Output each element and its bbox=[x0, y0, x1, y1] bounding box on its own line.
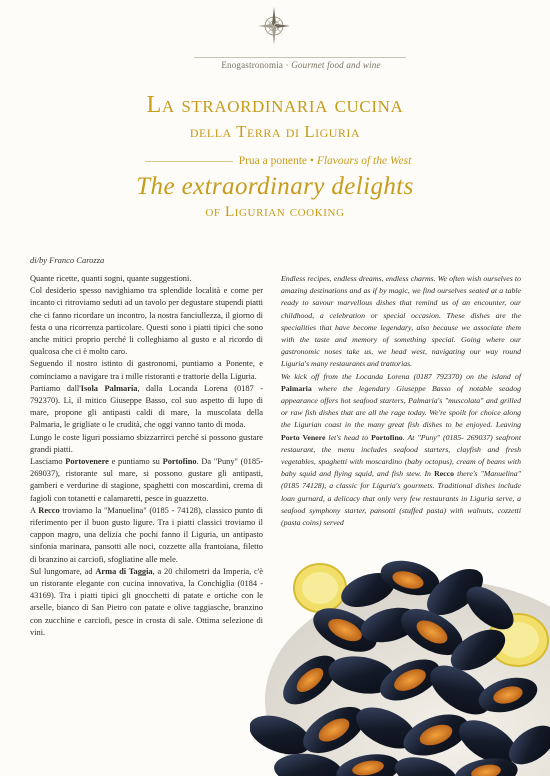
subhead-italian: Prua a ponente bbox=[238, 155, 308, 167]
italian-article-column bbox=[30, 273, 263, 639]
paragraph: We kick off from the Locanda Lorena (0187 792370) on the island of Palmaria where the legendary Giuseppe Basso of notable seadog appearance offers hot seafood starters, Palmaria's "muscolata" and grilled or raw fish dishes that are all the rage today. We're spoilt for choice along the Ligurian coast in the many great fish dishes to be enjoyed. Leaving Porto Venere let's head to Portofino. At "Puny" (0185- 269037) seafront restaurant, the menu includes seafood starters, clayfish and fresh vegetables, spaghetti with moscardino (baby octopus), cream of beans with baby squid and flying squid, and fish stew. In Recco there's "Manuelina" (0185 74128), a classic for Liguria's gourmets. Traditional dishes include loan gurnard, a delicacy that only very few restaurants in Liguria serve, a seafood symphony starter, pansotti (stuffed pasta) with walnuts, cozzetti (pasta coins) served bbox=[281, 371, 521, 528]
english-title-line2: of Ligurian cooking bbox=[205, 204, 345, 220]
paragraph: A Recco troviamo la "Manuelina" (0185 - 74128), classico punto di riferimento per il buon gusto ligure. Tra i piatti classici troviamo il cappon magro, una delizia che pochi fanno il Liguria, un antipasto sinfonia marinara, pansotti alle noci, cozzette alla frantoiana, filetto di branzino ai carciofi, sfogliatine alle mele. bbox=[30, 505, 264, 564]
subhead-english: Flavours of the West bbox=[316, 155, 412, 167]
english-article-column bbox=[281, 273, 521, 529]
paragraph: Quante ricette, quanti sogni, quante suggestioni. bbox=[30, 274, 192, 283]
italian-title-line1: La straordinaria cucina bbox=[146, 92, 404, 118]
paragraph: Lasciamo Portovenere e puntiamo su Portofino. Da "Puny" (0185- 269037), ristorante sul mare, si possono gustare gli antipasti, gamberi e verdurine di stagione, spaghetti con moscardini, crema di fagioli con totanetti e calamaretti, pesce in guazzetto. bbox=[30, 457, 263, 503]
subhead: Prua a ponente • Flavours of the West bbox=[0, 155, 550, 167]
paragraph: Seguendo il nostro istinto di gastronomi, puntiamo a Ponente, e cominciamo a navigare tra i mille ristoranti e trattorie della Liguria. bbox=[30, 359, 263, 381]
rubric-subtitle: Gourmet food and wine bbox=[291, 60, 381, 70]
subhead-rule-left bbox=[145, 161, 233, 162]
author-byline: di/by Franco Carozza bbox=[30, 255, 105, 265]
rubric-section: Enogastronomia bbox=[221, 60, 284, 70]
header-rule bbox=[194, 57, 406, 58]
italian-title-line2: della Terra di Liguria bbox=[189, 122, 361, 141]
section-rubric: Enogastronomia · Gourmet food and wine bbox=[221, 60, 381, 70]
paragraph: Endless recipes, endless dreams, endless charms. We often wish ourselves to amazing destinations and as if by magic, we find ourselves seated at a table ready to savour marvellous dishes that remind us of an encounter, our childhood, a celebration or special occasion. These dishes are the specialities that have become legendary, also because we associate them with the taste and memory of something special. Going where our gastronomic noses take us, we head west, navigating our way round Liguria's many restaurants and trattorias. bbox=[281, 274, 521, 369]
mussels-photo bbox=[250, 530, 550, 776]
paragraph: Lungo le coste liguri possiamo sbizzarrirci perché si possono gustare grandi piatti. bbox=[30, 432, 263, 454]
english-title-line1: The extraordinary delights bbox=[136, 173, 414, 200]
paragraph: Col desiderio spesso navighiamo tra splendide località e come per incanto ci ritroviamo seduti ad un tavolo per degustare stupendi piatti che ci fanno ricordare un incontro, la nostra fanciullezza, il giorno di festa o una ricorrenza particolare. Questi sono i piatti tipici che sono anche mitici proprio perché li colleghiamo al gusto e al ricordo di qualcosa che ci è molto caro. bbox=[30, 286, 263, 357]
paragraph: Partiamo dall'Isola Palmaria, dalla Locanda Lorena (0187 - 792370). Lì, il mitico Giuseppe Basso, col suo aspetto di lupo di mare, propone gli antipasti caldi di mare, la muscolata della Palmaria, le grigliate o le crudità, che oggi vanno tanto di moda. bbox=[30, 383, 263, 430]
paragraph: Sul lungomare, ad Arma di Taggia, a 20 chilometri da Imperia, c'è un ristorante elegante con cucina innovativa, la Conchiglia (0184 - 43169). Tra i piatti tipici gli gnocchetti di patate e ortiche con le arselle, bianco di San Pietro con patate e olive taggiasche, branzino con zucchine e carciofi, pesce in crosta di sale. Ottima selezione di vini. bbox=[30, 566, 263, 637]
compass-rose-icon bbox=[256, 4, 292, 48]
